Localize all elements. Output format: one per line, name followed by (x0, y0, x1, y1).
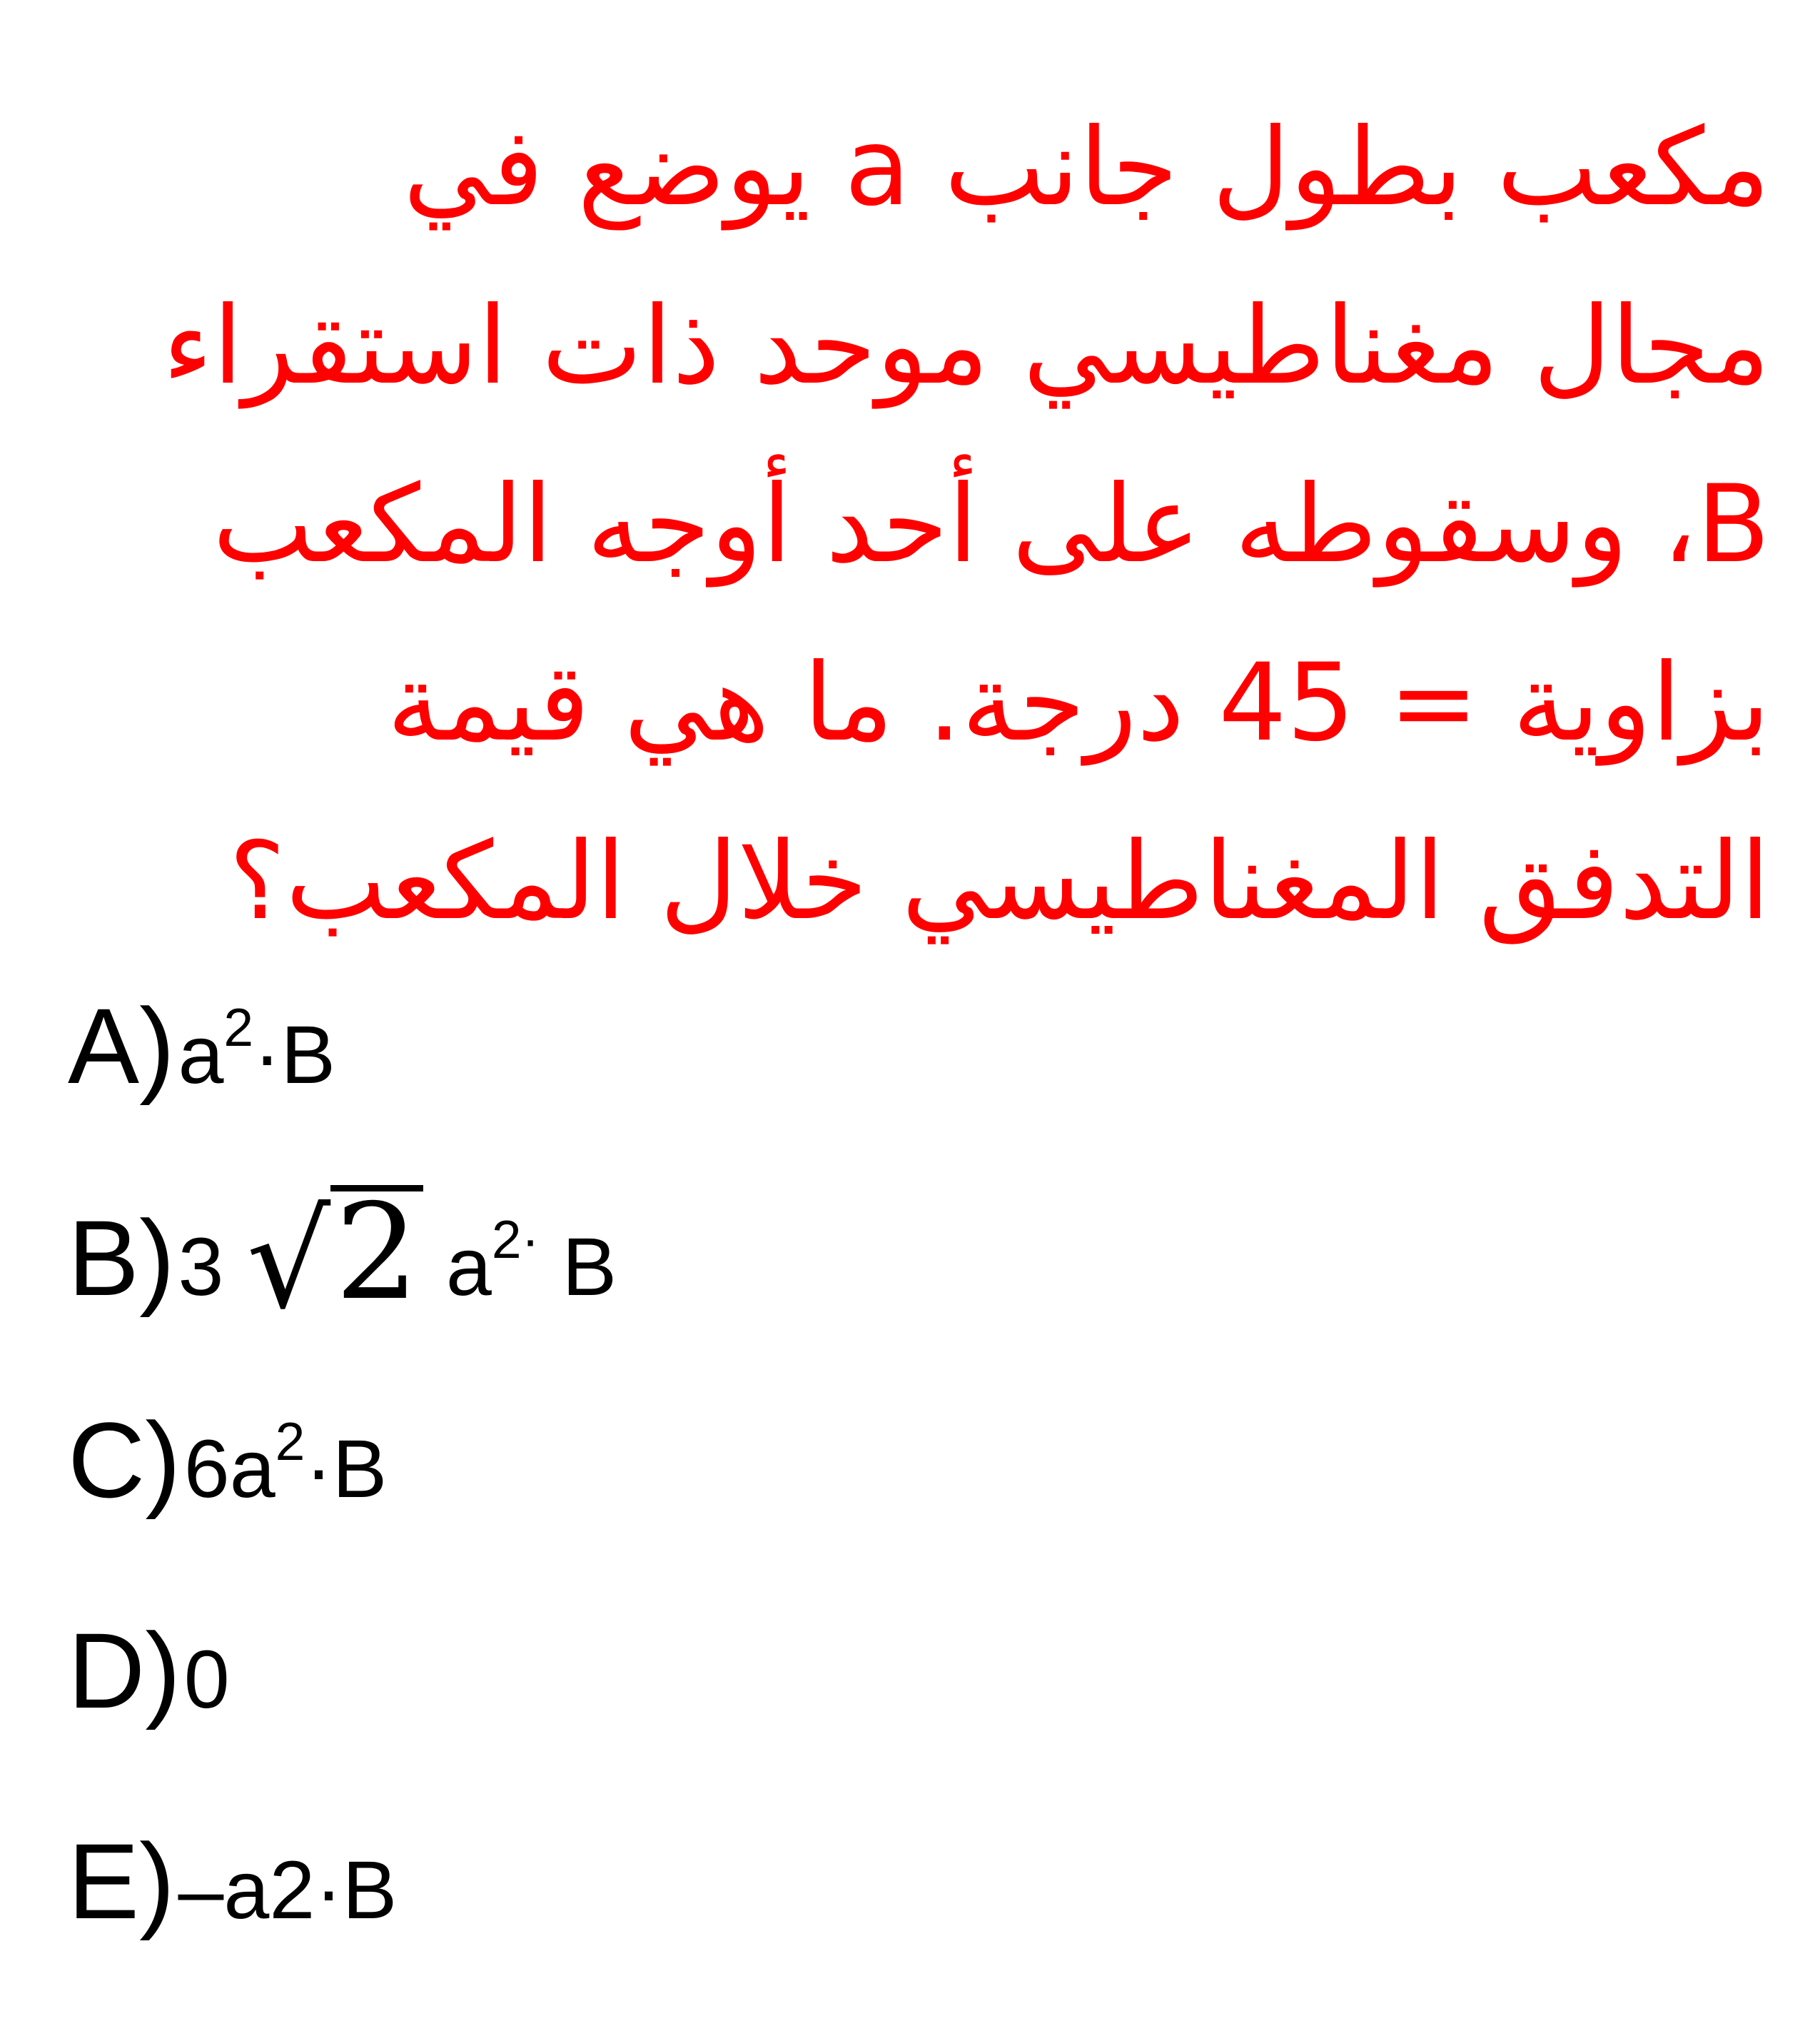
option-e-letter: E) (68, 1821, 175, 1941)
question-line-1: مكعب بطول جانب a يوضع في (403, 106, 1770, 230)
option-b-base: a (445, 1221, 492, 1313)
option-c[interactable] (68, 1400, 388, 1520)
option-b[interactable] (68, 1175, 617, 1338)
option-d-letter: D) (68, 1611, 181, 1730)
option-c-rest: ·B (305, 1423, 388, 1515)
option-b-letter: B) (68, 1198, 175, 1318)
question-text (100, 79, 1770, 971)
option-a[interactable] (68, 986, 336, 1106)
option-b-radicand: 2 (330, 1185, 423, 1313)
option-a-exponent: 2 (223, 997, 254, 1057)
option-d-expression: 0 (183, 1634, 230, 1725)
option-e[interactable] (68, 1821, 398, 1941)
option-c-base: 6a (183, 1423, 275, 1515)
square-root-icon: √ (246, 1184, 331, 1338)
option-b-exponent: 2· (491, 1209, 540, 1269)
option-a-expression (178, 997, 336, 1101)
option-e-expression: –a2·B (178, 1845, 398, 1936)
option-c-letter: C) (68, 1400, 181, 1520)
option-b-coefficient: 3 (178, 1221, 224, 1313)
question-line-4: بزاوية = 45 درجة. ما هي قيمة (387, 641, 1770, 765)
option-c-expression (183, 1411, 388, 1515)
question-line-2: مجال مغناطيسي موحد ذات استقراء (162, 284, 1770, 408)
question-line-3: B، وسقوطه على أحد أوجه المكعب (212, 463, 1770, 587)
option-a-base: a (178, 1009, 224, 1101)
option-d[interactable] (68, 1611, 230, 1730)
option-c-exponent: 2 (275, 1411, 305, 1471)
question-line-5: التدفق المغناطيسي خلال المكعب؟ (228, 820, 1770, 944)
option-b-rest: B (562, 1221, 617, 1313)
option-a-rest: ·B (253, 1009, 336, 1101)
option-b-expression (178, 1175, 617, 1338)
option-a-letter: A) (68, 986, 175, 1106)
